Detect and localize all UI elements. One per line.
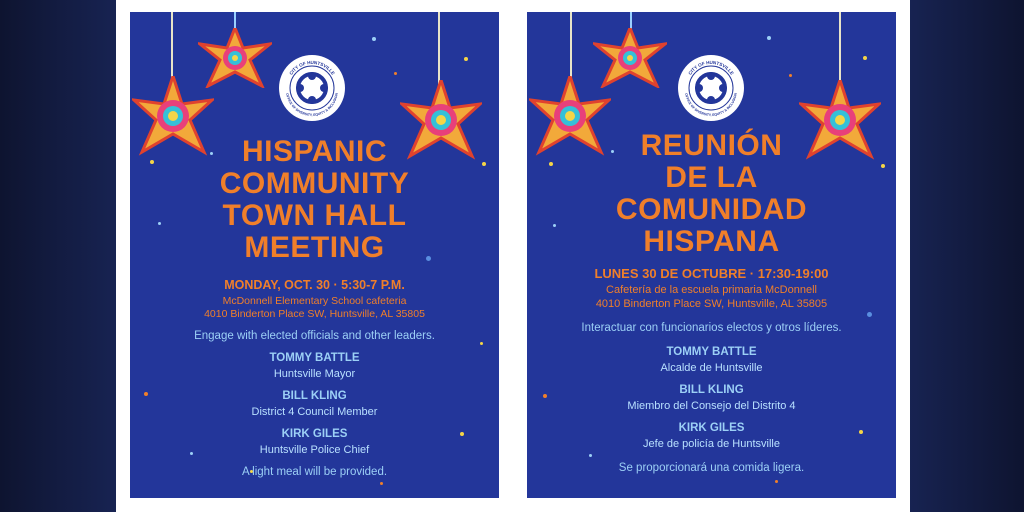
venue-name: McDonnell Elementary School cafeteria: [222, 295, 407, 307]
event-date-time: MONDAY, OCT. 30 · 5:30-7 P.M.: [224, 278, 405, 292]
speaker-name: BILL KLING: [282, 390, 347, 402]
meal-note: Se proporcionará una comida ligera.: [618, 462, 805, 474]
confetti-dot: [480, 342, 483, 345]
confetti-dot: [789, 74, 792, 77]
title-line: HISPANA: [643, 225, 780, 258]
engage-text: Engage with elected officials and other leaders.: [194, 330, 435, 342]
logo-top-text: CITY OF HUNTSVILLE: [288, 59, 336, 76]
speaker-name: KIRK GILES: [678, 422, 745, 434]
spanish-flyer-sheet: [513, 0, 910, 512]
confetti-dot: [394, 72, 397, 75]
speaker-role: Alcalde de Huntsville: [660, 362, 763, 374]
title-line: TOWN HALL: [222, 199, 407, 232]
venue-name: Cafetería de la escuela primaria McDonnell: [606, 284, 817, 296]
event-date-time: LUNES 30 DE OCTUBRE · 17:30-19:00: [594, 266, 829, 281]
engage-text: Interactuar con funcionarios electos y otros líderes.: [581, 322, 842, 334]
speaker-role: Huntsville Police Chief: [259, 444, 370, 456]
speaker-name: BILL KLING: [679, 384, 744, 396]
speaker-name: TOMMY BATTLE: [269, 352, 360, 364]
title-line: MEETING: [244, 231, 385, 264]
english-flyer-sheet: [116, 0, 513, 512]
title-line: COMMUNITY: [219, 167, 410, 200]
confetti-dot: [863, 56, 867, 60]
city-logo: [278, 54, 346, 122]
confetti-dot: [372, 37, 376, 41]
speaker-name: KIRK GILES: [281, 428, 348, 440]
title-line: DE LA: [665, 161, 758, 194]
meal-note: A light meal will be provided.: [241, 466, 388, 478]
confetti-dot: [380, 482, 383, 485]
speaker-name: TOMMY BATTLE: [666, 346, 757, 358]
title-line: HISPANIC: [241, 135, 388, 168]
speaker-role: Miembro del Consejo del Distrito 4: [627, 400, 796, 412]
title-line: REUNIÓN: [640, 129, 783, 162]
confetti-dot: [589, 454, 592, 457]
english-flyer: [130, 12, 499, 498]
speaker-role: Jefe de policía de Huntsville: [643, 438, 780, 450]
venue-address: 4010 Binderton Place SW, Huntsville, AL 35805: [204, 308, 425, 320]
speaker-role: Huntsville Mayor: [273, 368, 356, 380]
confetti-dot: [464, 57, 468, 61]
title-line: COMUNIDAD: [615, 193, 808, 226]
pinata-star-icon: [593, 28, 667, 88]
confetti-dot: [867, 312, 872, 317]
spanish-flyer: [527, 12, 896, 498]
confetti-dot: [775, 480, 778, 483]
speaker-role: District 4 Council Member: [251, 406, 378, 418]
confetti-dot: [767, 36, 771, 40]
logo-bottom-text: OFFICE OF DIVERSITY, EQUITY & INCLUSION: [684, 92, 738, 118]
logo-bottom-text: OFFICE OF DIVERSITY, EQUITY & INCLUSION: [285, 92, 339, 118]
pinata-star-icon: [198, 28, 272, 88]
city-logo: [677, 54, 745, 122]
logo-top-text: CITY OF HUNTSVILLE: [687, 59, 735, 76]
venue-address: 4010 Binderton Place SW, Huntsville, AL 35805: [595, 298, 828, 310]
